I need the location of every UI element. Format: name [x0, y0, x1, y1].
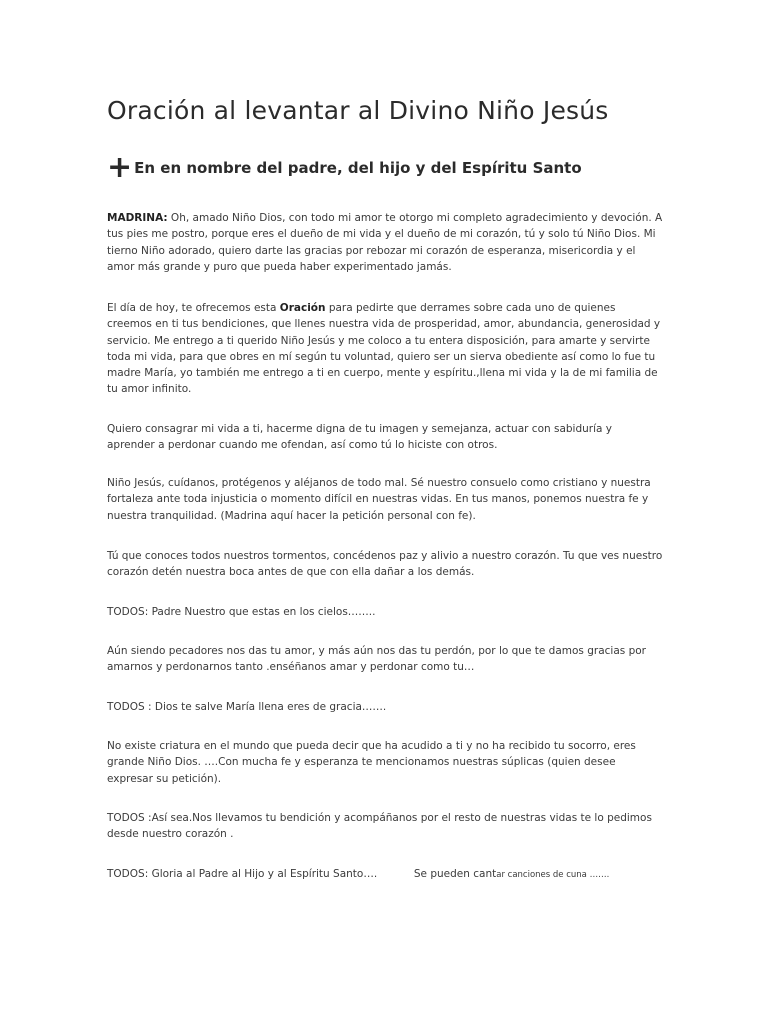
paragraph-nino-jesus: Niño Jesús, cuídanos, protégenos y aléjanos de todo mal. Sé nuestro consuelo como cristiano y nuestra fortaleza ante toda injusticia o momento difícil en nuestras vidas. En tus manos, ponemos nuestra fe y nuestra tranquilidad. (Madrina aquí hacer la petición personal con fe). — [107, 477, 651, 522]
paragraph-criatura: No existe criatura en el mundo que pueda decir que ha acudido a ti y no ha recibido tu socorro, eres grande Niño Dios. ….Con mucha fe y esperanza te mencionamos nuestras súplicas (quien desee expresar su petición). — [107, 740, 636, 785]
paragraph-consagrar: Quiero consagrar mi vida a ti, hacerme digna de tu imagen y semejanza, actuar con sabiduría y aprender a perdonar cuando me ofendan, así como tú lo hiciste con otros. — [107, 423, 613, 452]
paragraph-text: Oh, amado Niño Dios, con todo mi amor te otorgo mi completo agradecimiento y devoción. A tus pies me postro, porque eres el dueño de mi vida y el dueño de mi corazón, tú y solo tú Niño Dios. Mi tierno Niño adorado, quiero darte las gracias por rebozar mi corazón de esperanza, misericordia y el amor más grande y puro que pueda haber experimentado jamás. — [107, 212, 663, 273]
subtitle-text: En en nombre del padre, del hijo y del Espíritu Santo — [134, 159, 582, 177]
gloria-text: TODOS: Gloria al Padre al Hijo y al Espíritu Santo…. Se pueden cant — [107, 868, 497, 880]
paragraph-pecadores: Aún siendo pecadores nos das tu amor, y más aún nos das tu perdón, por lo que te damos gracias por amarnos y perdonarnos tanto .enséñanos amar y perdonar como tu… — [107, 645, 646, 674]
paragraph-text: El día de hoy, te ofrecemos esta — [107, 302, 280, 314]
paragraph-madrina — [107, 210, 663, 275]
gloria-small-text: ar canciones de cuna ……. — [496, 870, 610, 880]
page-title: Oración al levantar al Divino Niño Jesús — [107, 96, 609, 125]
paragraph-oracion — [107, 300, 663, 398]
paragraph-padre-nuestro: TODOS: Padre Nuestro que estas en los cielos…….. — [107, 606, 376, 618]
cross-icon: + — [107, 150, 133, 185]
oracion-bold: Oración — [279, 302, 326, 314]
paragraph-asi-sea: TODOS :Así sea.Nos llevamos tu bendición y acompáñanos por el resto de nuestras vidas te lo pedimos desde nuestro corazón . — [107, 812, 652, 841]
paragraph-text: para pedirte que derrames sobre cada uno de quienes creemos en ti tus bendiciones, que llenes nuestra vida de prosperidad, amor, abundancia, generosidad y servicio. Me entrego a ti querido Niño Jesús y me coloco a tu entera disposición, para amarte y servirte toda mi vida, para que obres en mí según tu voluntad, quiero ser un sierva obediente así como lo fue tu madre María, yo también me entrego a ti en cuerpo, mente y espíritu.,llena mi vida y la de mi familia de tu amor infinito. — [107, 302, 661, 396]
paragraph-tormentos: Tú que conoces todos nuestros tormentos, concédenos paz y alivio a nuestro corazón. Tu que ves nuestro corazón detén nuestra boca antes de que con ella dañar a los demás. — [107, 550, 663, 579]
paragraph-gloria — [107, 866, 663, 883]
paragraph-dios-te-salve: TODOS : Dios te salve María llena eres de gracia……. — [107, 701, 387, 713]
subtitle — [107, 150, 582, 185]
madrina-label: MADRINA: — [107, 212, 168, 224]
